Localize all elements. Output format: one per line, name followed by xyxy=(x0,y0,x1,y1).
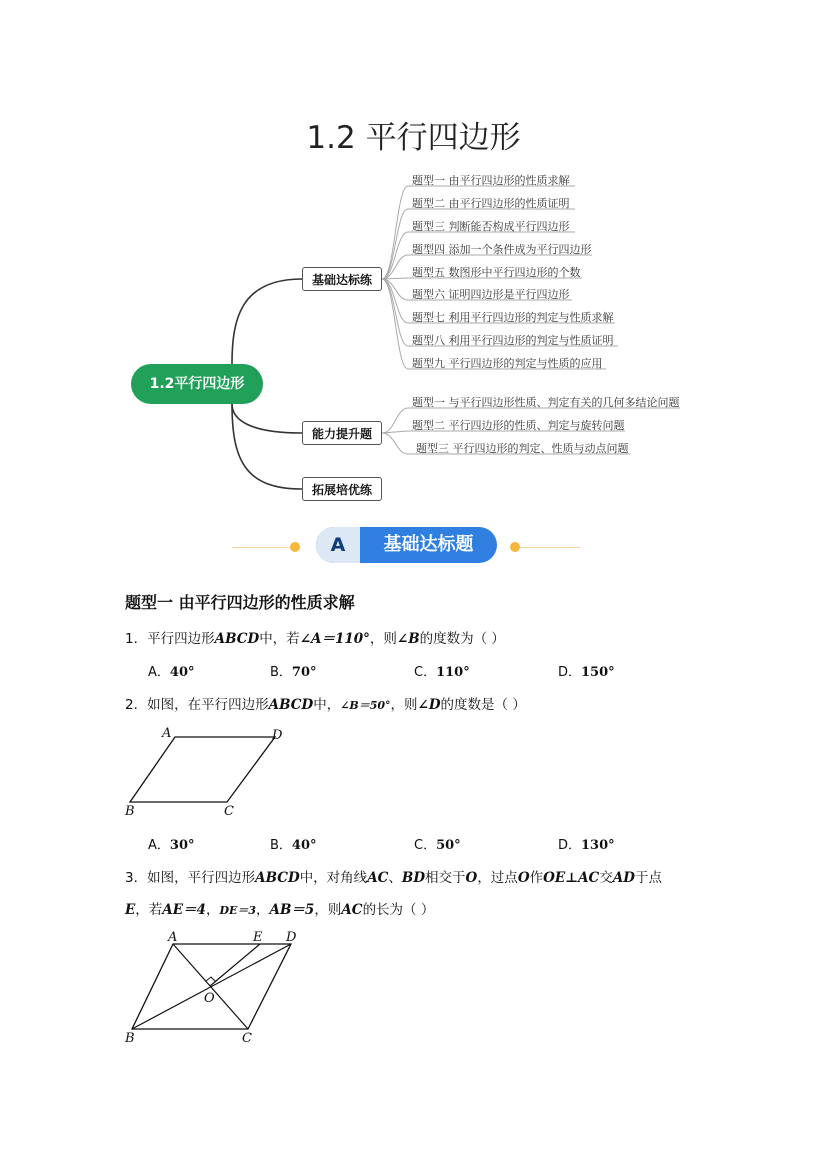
diagonal-bd xyxy=(132,944,291,1029)
banner-dot-left xyxy=(290,542,300,552)
mindmap-leaf: 题型五 数图形中平行四边形的个数 xyxy=(412,266,581,279)
option-a[interactable]: A．30° xyxy=(148,838,195,853)
connector-root-extend xyxy=(232,404,302,489)
mindmap-root: 1.2平行四边形 xyxy=(131,364,263,404)
section-banner-title: 基础达标题 xyxy=(383,534,474,555)
banner-line-left xyxy=(232,547,292,548)
mindmap-leaf: 题型二 平行四边形的性质、判定与旋转问题 xyxy=(412,419,625,432)
mindmap-leaf: 题型一 由平行四边形的性质求解 xyxy=(412,174,570,187)
vertex-label-c: C xyxy=(224,804,234,819)
right-angle-mark xyxy=(206,977,216,982)
mindmap-connectors xyxy=(0,0,827,560)
question-2: 2．如图，在平行四边形ABCD中，∠B＝50°，则∠D的度数是（ ） xyxy=(125,697,526,713)
option-c[interactable]: C．50° xyxy=(414,838,461,853)
vertex-label-d: D xyxy=(272,728,283,743)
mindmap-leaf: 题型一 与平行四边形性质、判定有关的几何多结论问题 xyxy=(412,396,680,409)
section-banner-letter: A xyxy=(316,527,360,563)
connector-root-ability xyxy=(232,404,302,433)
vertex-label-c: C xyxy=(242,1031,252,1046)
vertex-label-d: D xyxy=(286,930,297,945)
question-number: 1． xyxy=(125,631,148,647)
mindmap-leaf: 题型六 证明四边形是平行四边形 xyxy=(412,288,570,301)
figure-parallelogram-diagonals xyxy=(120,924,320,1054)
question-3: 3．如图，平行四边形ABCD中，对角线AC、BD相交于O，过点O作OE⊥AC交AD于点 xyxy=(125,870,662,886)
mindmap-leaf: 题型三 判断能否构成平行四边形 xyxy=(412,220,570,233)
mindmap-branch-extend: 拓展培优练 xyxy=(302,477,382,501)
option-b[interactable]: B．70° xyxy=(270,665,317,680)
option-c[interactable]: C．110° xyxy=(414,665,470,680)
vertex-label-a: A xyxy=(162,726,172,741)
banner-line-right xyxy=(520,547,580,548)
option-d[interactable]: D．150° xyxy=(558,665,615,680)
vertex-label-b: B xyxy=(125,804,135,819)
page-title: 1.2 平行四边形 xyxy=(306,120,521,156)
mindmap-branch-basic: 基础达标练 xyxy=(302,267,382,291)
option-b[interactable]: B．40° xyxy=(270,838,317,853)
vertex-label-b: B xyxy=(125,1031,135,1046)
mindmap-leaf: 题型二 由平行四边形的性质证明 xyxy=(412,197,570,210)
option-d[interactable]: D．130° xyxy=(558,838,615,853)
mindmap-leaf: 题型九 平行四边形的判定与性质的应用 xyxy=(412,357,603,370)
question-number: 3． xyxy=(125,870,148,886)
question-number: 2． xyxy=(125,697,148,713)
vertex-label-e: E xyxy=(253,930,263,945)
banner-dot-right xyxy=(510,542,520,552)
mindmap-leaf: 题型八 利用平行四边形的判定与性质证明 xyxy=(412,334,614,347)
section-heading: 题型一 由平行四边形的性质求解 xyxy=(125,593,355,612)
option-a[interactable]: A．40° xyxy=(148,665,195,680)
mindmap-branch-ability: 能力提升题 xyxy=(302,421,382,445)
question-3-line-2: E，若AE＝4，DE＝3，AB＝5，则AC的长为（ ） xyxy=(125,902,435,918)
vertex-label-o: O xyxy=(204,991,215,1006)
vertex-label-a: A xyxy=(168,930,178,945)
connector-root-basic xyxy=(232,279,302,364)
parallelogram-shape xyxy=(130,737,275,802)
figure-parallelogram xyxy=(120,722,300,822)
mindmap-leaf: 题型七 利用平行四边形的判定与性质求解 xyxy=(412,311,614,324)
question-1: 1．平行四边形ABCD中，若∠A＝110°，则∠B的度数为（ ） xyxy=(125,631,505,647)
mindmap-leaf: 题型三 平行四边形的判定、性质与动点问题 xyxy=(416,442,629,455)
mindmap-leaf: 题型四 添加一个条件成为平行四边形 xyxy=(412,243,592,256)
